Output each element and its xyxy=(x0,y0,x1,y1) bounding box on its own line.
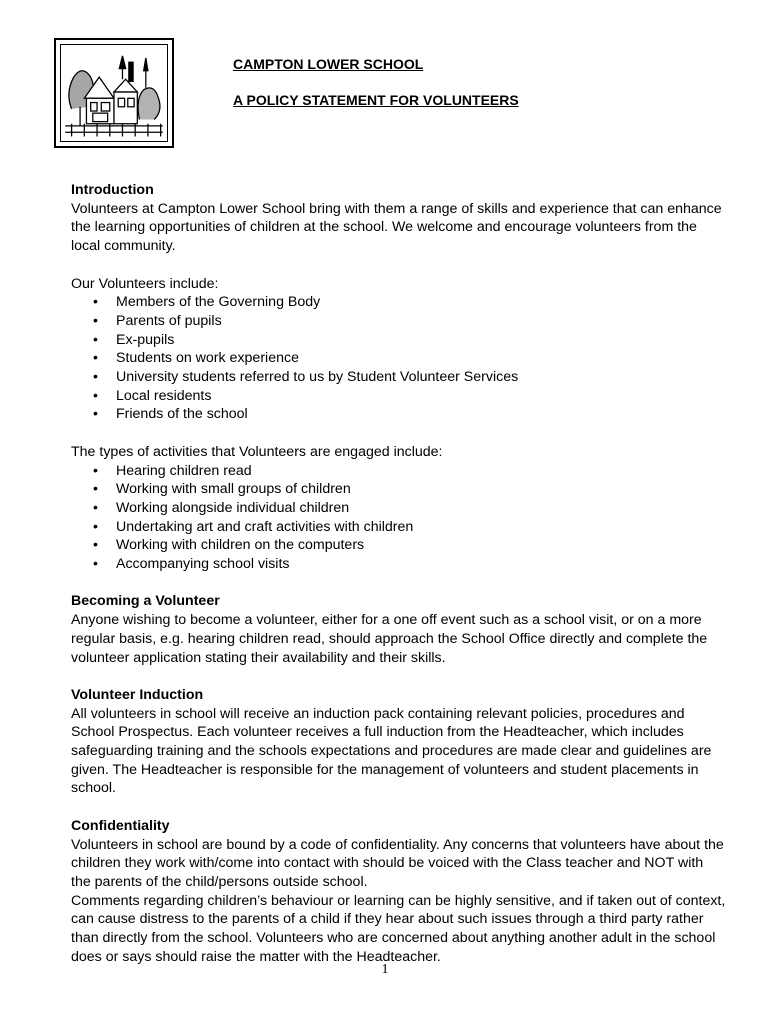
activities-list xyxy=(71,462,726,574)
list-item: • Working with children on the computers xyxy=(71,536,726,555)
confidentiality-heading: Confidentiality xyxy=(71,817,170,834)
list-item: • Ex-pupils xyxy=(71,331,726,350)
becoming-volunteer-heading: Becoming a Volunteer xyxy=(71,593,220,610)
list-item: • Parents of pupils xyxy=(71,312,726,331)
introduction-text: Volunteers at Campton Lower School bring with them a range of skills and experience that can enhance the learning opportunities of children at the school. We welcome and encourage volunteers from the local community. xyxy=(71,200,722,255)
list-item: • Members of the Governing Body xyxy=(71,293,726,312)
activities-intro: The types of activities that Volunteers are engaged include: xyxy=(71,443,443,460)
list-item: • University students referred to us by Student Volunteer Services xyxy=(71,368,726,387)
introduction-heading: Introduction xyxy=(71,182,154,198)
document-title: A POLICY STATEMENT FOR VOLUNTEERS xyxy=(233,92,519,108)
confidentiality-text-2: Comments regarding children’s behaviour or learning can be highly sensitive, and if taken out of context, can cause distress to the parents of a child if they hear about such issues through a third party rather than directly from the school. Volunteers who are concerned about anything another adult in the school does or says should raise the matter with the Headteacher. xyxy=(71,892,726,965)
confidentiality-text-1: Volunteers in school are bound by a code of confidentiality. Any concerns that volunteers have about the children they work with/come into contact with should be voiced with the Class teacher and NOT with the parents of the child/persons outside school. xyxy=(71,836,724,890)
document-body xyxy=(71,181,726,966)
list-item: • Working alongside individual children xyxy=(71,499,726,518)
induction-text: All volunteers in school will receive an induction pack containing relevant policies, procedures and School Prospectus. Each volunteer receives a full induction from the Headteacher, which includes safeguarding training and the schools expectations and procedures are made clear and guidelines are given. The Headteacher is responsible for the management of volunteers and student placements in school. xyxy=(71,705,712,797)
list-item: • Working with small groups of children xyxy=(71,480,726,499)
volunteers-list xyxy=(71,293,726,424)
volunteers-intro: Our Volunteers include: xyxy=(71,275,219,292)
becoming-volunteer-text: Anyone wishing to become a volunteer, either for a one off event such as a school visit, or on a more regular basis, e.g. hearing children read, should approach the School Office directly and complete the volunteer application stating their availability and their skills. xyxy=(71,612,708,666)
school-logo xyxy=(54,38,174,148)
school-building-illustration xyxy=(61,45,167,141)
list-item: • Undertaking art and craft activities with children xyxy=(71,518,726,537)
list-item: • Students on work experience xyxy=(71,349,726,368)
induction-heading: Volunteer Induction xyxy=(71,686,204,703)
list-item: • Hearing children read xyxy=(71,462,726,481)
page-number: 1 xyxy=(381,962,389,977)
list-item: • Accompanying school visits xyxy=(71,555,726,574)
list-item: • Friends of the school xyxy=(71,405,726,424)
school-name: CAMPTON LOWER SCHOOL xyxy=(233,56,424,72)
list-item: • Local residents xyxy=(71,387,726,406)
